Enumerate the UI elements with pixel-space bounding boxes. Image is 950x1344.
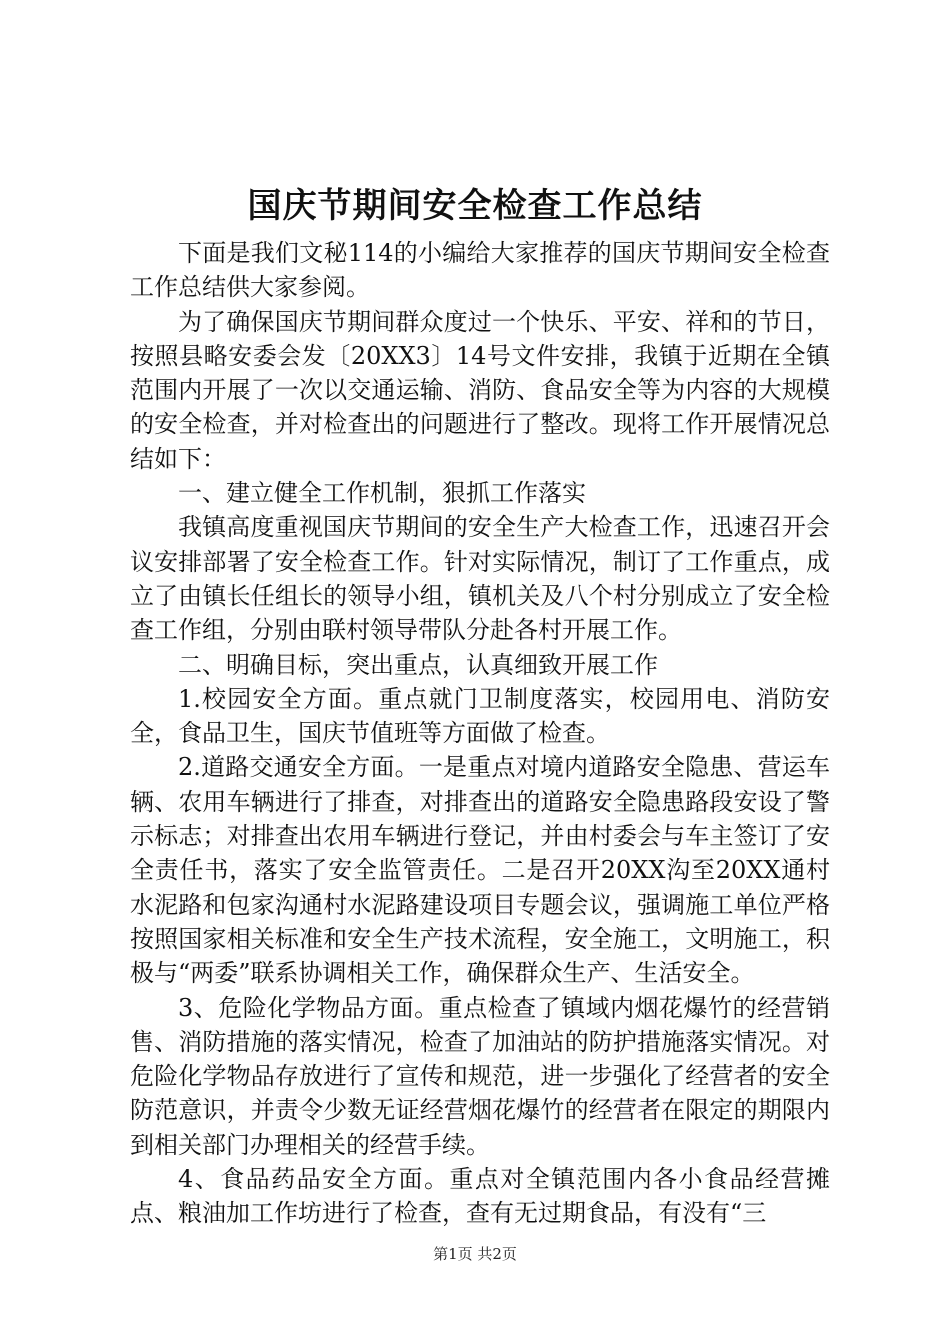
- paragraph-background: 为了确保国庆节期间群众度过一个快乐、平安、祥和的节日，按照县略安委会发〔20XX3〕14号文件安排，我镇于近期在全镇范围内开展了一次以交通运输、消防、食品安全等为内容的大规模的安全检查，并对检查出的问题进行了整改。现将工作开展情况总结如下：: [130, 307, 830, 473]
- section-heading-2: 二、明确目标，突出重点，认真细致开展工作: [178, 650, 658, 679]
- paragraph-hazardous-chemicals: 3、危险化学物品方面。重点检查了镇域内烟花爆竹的经营销售、消防措施的落实情况，检查了加油站的防护措施落实情况。对危险化学物品存放进行了宣传和规范，进一步强化了经营者的安全防范意识，并责令少数无证经营烟花爆竹的经营者在限定的期限内到相关部门办理相关的经营手续。: [130, 993, 830, 1159]
- document-body: [130, 236, 830, 1231]
- paragraph-road-traffic: 2.道路交通安全方面。一是重点对境内道路安全隐患、营运车辆、农用车辆进行了排查，对排查出的道路安全隐患路段安设了警示标志；对排查出农用车辆进行登记，并由村委会与车主签订了安全责任书，落实了安全监管责任。二是召开20XX沟至20XX通村水泥路和包家沟通村水泥路建设项目专题会议，强调施工单位严格按照国家相关标准和安全生产技术流程，安全施工，文明施工，积极与“两委”联系协调相关工作，确保群众生产、生活安全。: [130, 753, 830, 988]
- page-footer: 第1页 共2页: [433, 1245, 517, 1263]
- paragraph-food-drug-safety: 4、食品药品安全方面。重点对全镇范围内各小食品经营摊点、粮油加工作坊进行了检查，查有无过期食品，有没有“三: [130, 1165, 830, 1228]
- paragraph-mechanism: 我镇高度重视国庆节期间的安全生产大检查工作，迅速召开会议安排部署了安全检查工作。针对实际情况，制订了工作重点，成立了由镇长任组长的领导小组，镇机关及八个村分别成立了安全检查工作组，分别由联村领导带队分赴各村开展工作。: [130, 513, 830, 645]
- section-heading-1: 一、建立健全工作机制，狠抓工作落实: [178, 479, 586, 508]
- document-title: 国庆节期间安全检查工作总结: [247, 186, 703, 226]
- paragraph-intro: 下面是我们文秘114的小编给大家推荐的国庆节期间安全检查工作总结供大家参阅。: [130, 239, 830, 302]
- paragraph-campus-safety: 1.校园安全方面。重点就门卫制度落实，校园用电、消防安全，食品卫生，国庆节值班等方面做了检查。: [130, 684, 830, 748]
